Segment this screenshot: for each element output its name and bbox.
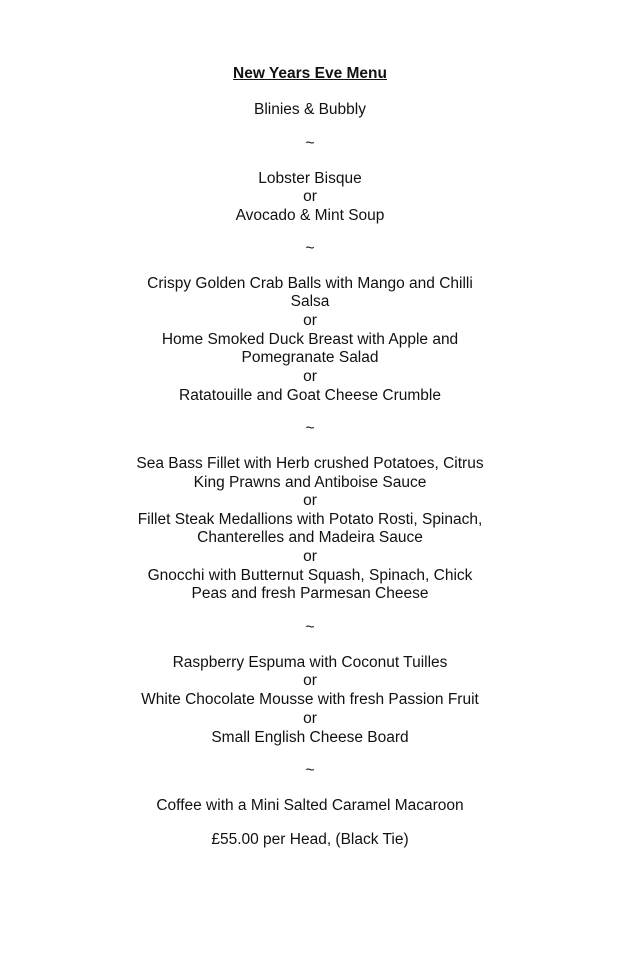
entree-option-1-line-1: Crispy Golden Crab Balls with Mango and Chilli: [147, 275, 473, 292]
main-option-3-line-1: Gnocchi with Butternut Squash, Spinach, Chick: [147, 567, 473, 584]
main-option-3-line-2: Peas and fresh Parmesan Cheese: [191, 585, 429, 602]
or-divider: or: [303, 312, 317, 329]
or-divider: or: [303, 188, 317, 205]
course-separator: ~: [305, 135, 315, 152]
or-divider: or: [303, 672, 317, 689]
starter-option-1: Lobster Bisque: [258, 170, 362, 187]
main-option-1-line-2: King Prawns and Antiboise Sauce: [193, 474, 427, 491]
main-option-2-line-2: Chanterelles and Madeira Sauce: [197, 529, 423, 546]
or-divider: or: [303, 492, 317, 509]
or-divider: or: [303, 548, 317, 565]
coffee-item: Coffee with a Mini Salted Caramel Macaroon: [156, 797, 464, 814]
course-separator: ~: [305, 762, 315, 779]
price-note: £55.00 per Head, (Black Tie): [211, 831, 409, 848]
dessert-option-2: White Chocolate Mousse with fresh Passion Fruit: [141, 691, 479, 708]
course-separator: ~: [305, 240, 315, 257]
welcome-item: Blinies & Bubbly: [253, 101, 366, 118]
entree-option-1-line-2: Salsa: [290, 293, 330, 310]
dessert-option-1: Raspberry Espuma with Coconut Tuilles: [172, 654, 448, 671]
main-option-2-line-1: Fillet Steak Medallions with Potato Rosti, Spinach,: [137, 511, 483, 528]
course-separator: ~: [305, 420, 315, 437]
entree-option-2-line-1: Home Smoked Duck Breast with Apple and: [161, 331, 459, 348]
dessert-option-3: Small English Cheese Board: [211, 729, 409, 746]
menu-title: New Years Eve Menu: [233, 65, 387, 82]
course-separator: ~: [305, 619, 315, 636]
or-divider: or: [303, 368, 317, 385]
main-option-1-line-1: Sea Bass Fillet with Herb crushed Potatoes, Citrus: [136, 455, 484, 472]
entree-option-2-line-2: Pomegranate Salad: [241, 349, 379, 366]
or-divider: or: [303, 710, 317, 727]
entree-option-3: Ratatouille and Goat Cheese Crumble: [179, 387, 441, 404]
starter-option-2: Avocado & Mint Soup: [235, 207, 385, 224]
